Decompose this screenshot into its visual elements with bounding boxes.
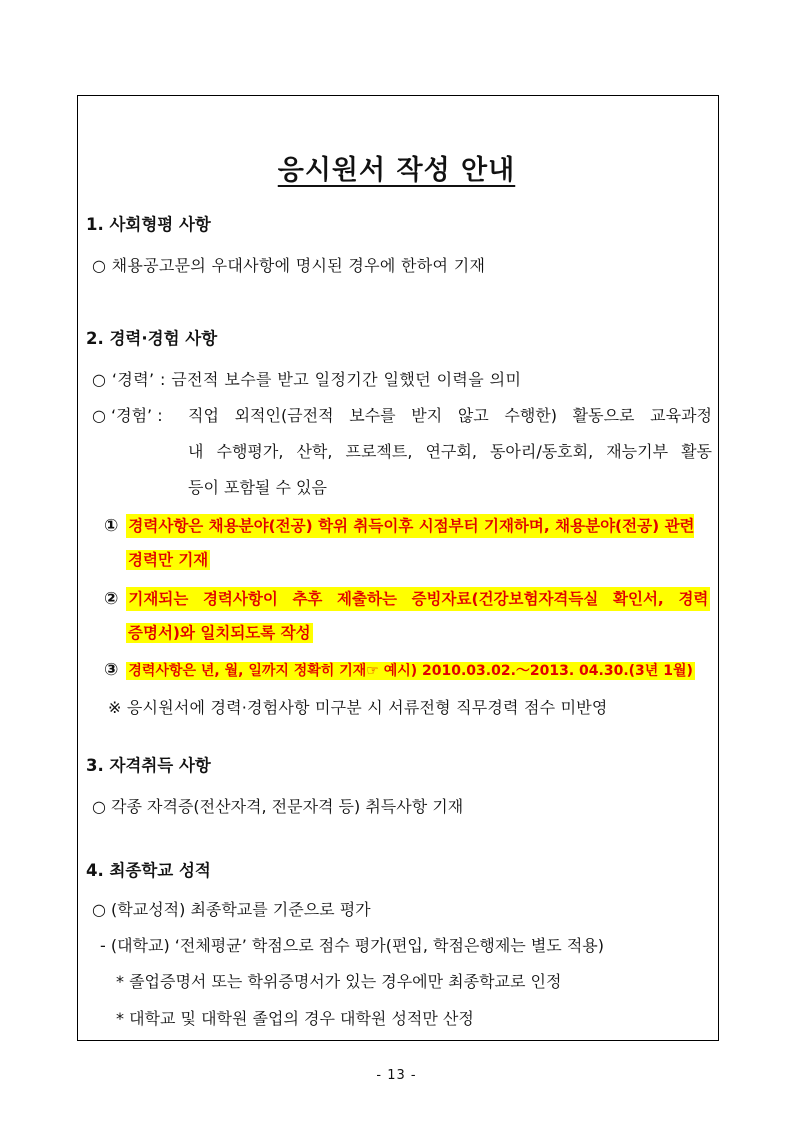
note-1-line-1: 경력사항은 채용분야(전공) 학위 취득이후 시점부터 기재하며, 채용분야(전공) 관련 xyxy=(126,514,694,538)
note-2-cont xyxy=(126,622,313,644)
section-3-heading: 3. 자격취득 사항 xyxy=(86,756,211,775)
note-3 xyxy=(104,659,695,682)
section-4-item-1: ○ (학교성적) 최종학교를 기준으로 평가 xyxy=(92,900,371,919)
page-number: - 13 - xyxy=(376,1068,417,1083)
note-1 xyxy=(104,514,694,538)
section-2-heading: 2. 경력·경험 사항 xyxy=(86,329,218,348)
note-2 xyxy=(104,587,710,611)
career-definition: ○ ‘경력’ : 금전적 보수를 받고 일정기간 일했던 이력을 의미 xyxy=(92,370,522,389)
note-3-number: ③ xyxy=(104,660,119,680)
note-1-number: ① xyxy=(104,516,119,536)
experience-label: ○ ‘경험’ : xyxy=(92,406,163,425)
section-4-item-2: - (대학교) ‘전체평균’ 학점으로 점수 평가(편입, 학점은행제는 별도 적용) xyxy=(100,936,605,955)
section-4-item-3: * 졸업증명서 또는 학위증명서가 있는 경우에만 최종학교로 인정 xyxy=(116,972,562,991)
note-2-line-1: 기재되는 경력사항이 추후 제출하는 증빙자료(건강보험자격득실 확인서, 경력 xyxy=(126,587,710,611)
note-2-number: ② xyxy=(104,589,119,609)
experience-line-2: 내 수행평가, 산학, 프로젝트, 연구회, 동아리/동호회, 재능기부 활동 xyxy=(188,442,712,461)
section-1-heading: 1. 사회형평 사항 xyxy=(86,215,211,234)
section-1-item: ○ 채용공고문의 우대사항에 명시된 경우에 한하여 기재 xyxy=(92,256,486,275)
page-title: 응시원서 작성 안내 xyxy=(277,155,516,186)
section-4-heading: 4. 최종학교 성적 xyxy=(86,861,211,880)
note-1-line-2: 경력만 기재 xyxy=(128,551,209,569)
experience-line-3: 등이 포함될 수 있음 xyxy=(188,478,327,497)
section-4-item-4: * 대학교 및 대학원 졸업의 경우 대학원 성적만 산정 xyxy=(116,1009,474,1028)
note-2-line-2: 증명서)와 일치되도록 작성 xyxy=(128,624,311,642)
experience-line-1: 직업 외적인(금전적 보수를 받지 않고 수행한) 활동으로 교육과정 xyxy=(188,406,712,425)
remark: ※ 응시원서에 경력·경험사항 미구분 시 서류전형 직무경력 점수 미반영 xyxy=(108,698,608,717)
note-1-cont xyxy=(126,549,210,571)
section-3-item: ○ 각종 자격증(전산자격, 전문자격 등) 취득사항 기재 xyxy=(92,797,464,816)
note-3-line-1: 경력사항은 년, 월, 일까지 정확히 기재☞ 예시) 2010.03.02.～2013. 04.30.(3년 1월) xyxy=(128,663,693,679)
